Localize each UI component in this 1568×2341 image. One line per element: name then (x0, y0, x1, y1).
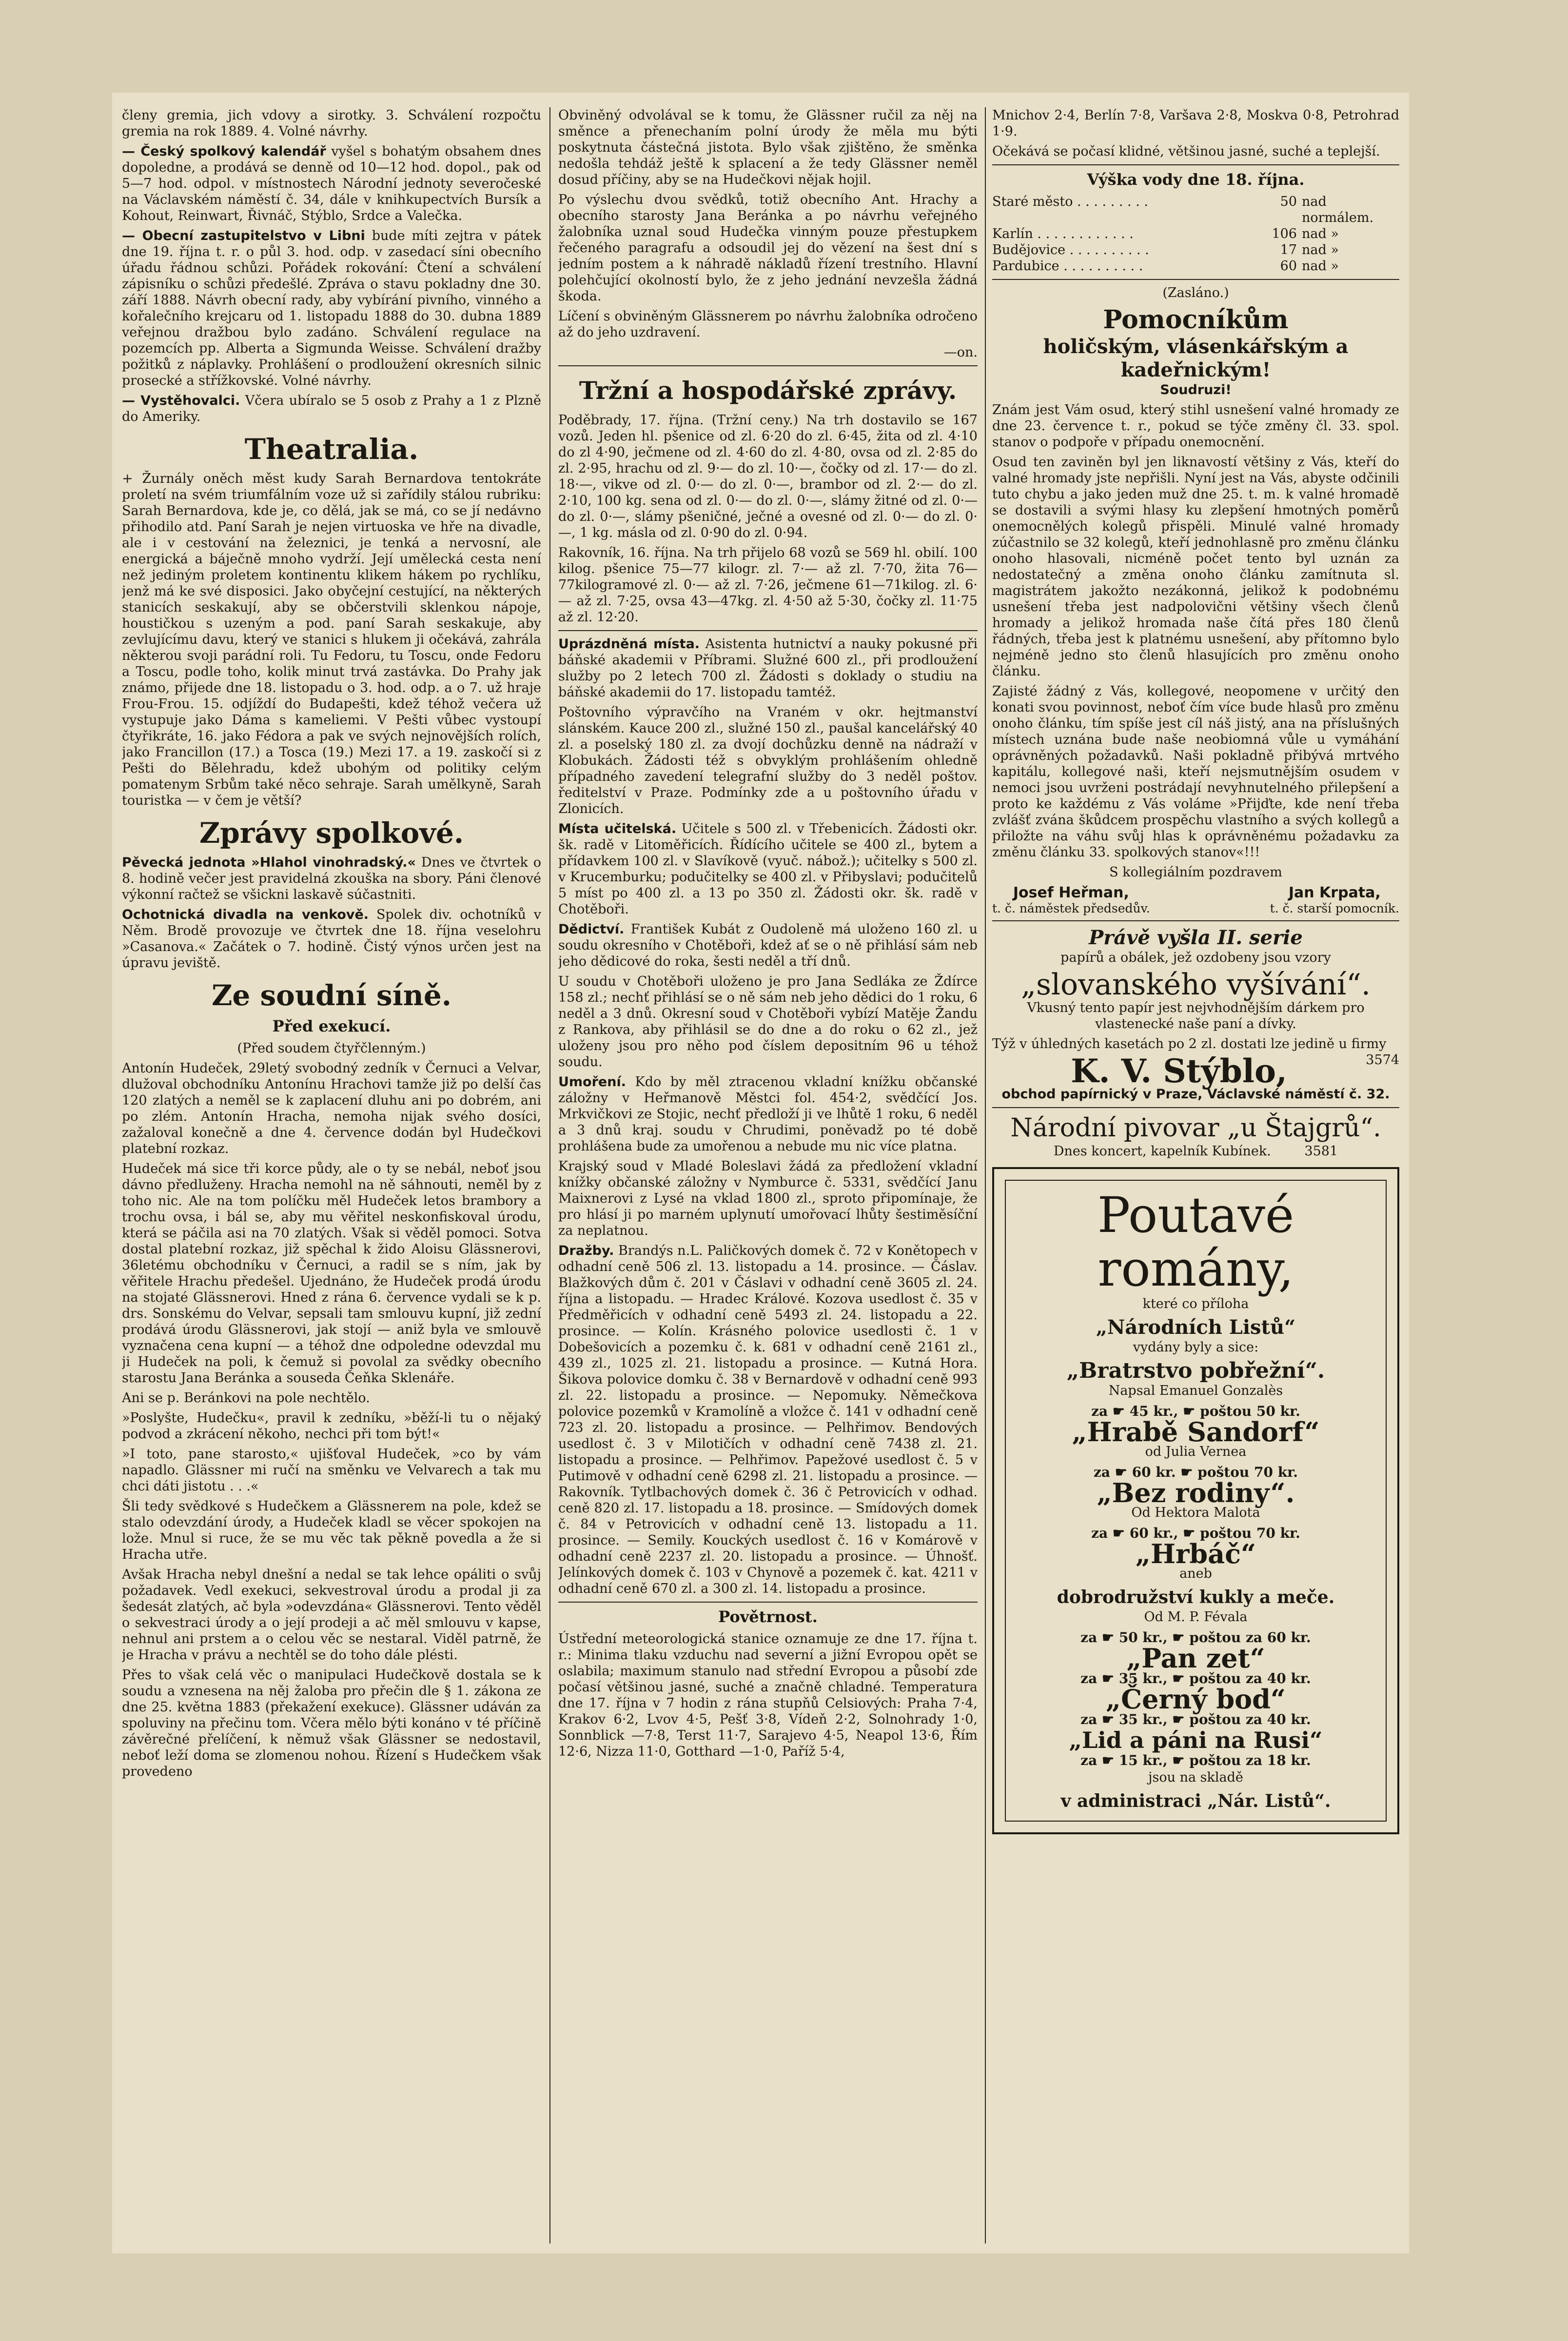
novel-title: dobrodružství kukly a meče. (1057, 1587, 1335, 1607)
novel-author: Od Hektora Malota (1131, 1505, 1260, 1520)
novel-price: za ☛ 60 kr. ☛ poštou 70 kr. (1093, 1464, 1298, 1480)
author-signature: —on. (943, 345, 978, 360)
text-paragraph: Poštovního výpravčího na Vraném v okr. hejtmanství slánském. Kauce 200 zl., služné 150 zl., paušal kancelářský 40 zl. a poselský 180 zl. za dvojí dochůzku denně na nádraží v Klobukách. Žádosti též s obvyklým prohlášením ohledně případného zavedení telegrafní služby do 3 neděl poštov. ředitelství v Praze. Podmínky zde a u poštovního úřadu v Zlonicích. (558, 705, 978, 816)
text-paragraph: Ústřední meteorologická stanice oznamuje ze dne 17. října t. r.: Minima tlaku vzduchu nad severní a jižní Evropou opět se oslabila; maximum stanulo nad střední Evropou a působí zde počasí většinou jasné, suché a značně chladné. Temperatura dne 17. října v 7 hodin z rána stupňů Celsiových: Praha 7·4, Krakov 6·2, Lvov 4·5, Pešť 3·8, Vídeň 2·2, Solnohrady 1·0, Sonnblick —7·8, Terst 11·7, Sarajevo 4·5, Neapol 13·6, Řím 12·6, Nizza 11·0, Gotthard —1·0, Paříž 5·4, (558, 1631, 978, 1759)
newspaper-page (112, 93, 1409, 2253)
text-paragraph: »I toto, pane starosto,« ujišťoval Hudeček, »co by vám napadlo. Glässner mi ručí na směnku ve Velvarech a tak mu chci dáti jistotu . . .« (122, 1447, 541, 1494)
text-paragraph: Zajisté žádný z Vás, kollegové, neopomene v určitý den konati svou povinnost, neboť čím více bude hlasů pro změnu onoho článku, tím spíše jest cíl náš jistý, ana na příslušných místech uznána bude naše neobiomná vůle u vymáhání oprávněných požadavků. Naši pokladně přibývá mrtvého kapitálu, kollegové naši, kteří nejsmutnějším osudem v nemoci jsou uvrženi postrádají nevyhnutelného přilepšení a proto ke každému z Vás voláme »Přijďte, kde není třeba zvlášť zvána škůdcem prospěchu vlastního a svých kollegů a přiložte na váhu svůj hlas k oprávněnému požadavku za změnu článku 33. spolkových stanov«!!! (992, 684, 1399, 860)
ad-text: vydány byly a sice: (1133, 1340, 1259, 1355)
column-rule (985, 107, 986, 2243)
hand-icon: ☛ (1183, 1525, 1196, 1541)
item-heading: Pěvecká jednota »Hlahol vinohradský.« (122, 855, 416, 870)
signature-name: Josef Heřman, (1013, 884, 1129, 901)
hand-icon: ☛ (1112, 1525, 1125, 1541)
item-text: Včera ubíralo se 5 osob z Prahy a 1 z Plzně do Ameriky. (122, 393, 541, 424)
text-paragraph: členy gremia, jich vdovy a sirotky. 3. Schválení rozpočtu gremia na rok 1889. 4. Volné návrhy. (122, 108, 541, 139)
text-paragraph: Líčení s obviněným Glässnerem po návrhu žalobníka odročeno až do jeho uzdravení. (558, 309, 978, 340)
text-paragraph: Hudeček má sice tři korce půdy, ale o ty se nebál, neboť jsou dávno předluženy. Hracha nemohl na ně sáhnouti, neměl by z toho nic. Ale na tom políčku měl Hudeček letos brambory a trochu ovsa, i bál se, aby mu věřitel neskonfiskoval úrodu, která se páčila asi na 70 zlatých. Však si věděl pomoci. Sotva dostal platební rozkaz, již spěchal k žido Aloisu Glässnerovi, 36letému obchodníku v Černuci, a radil se s ním, jak by věřitele Hrachu předešel. Ujednáno, že Hudeček prodá úrodu na stojaté Glässnerovi. Hned z rána 6. července vydali se k p. drs. Sonskému do Velvar, sepsali tam smlouvu kupní, již zední prodává úrodu Glässnerovi, jak stojí — aniž byla ve smlouvě vyznačena cena kupní — a téhož dne odpoledne odevzdal mu ji Hudeček na poli, k čemuž si povolal za svědky obecního starostu Jana Beránka a souseda Čeňka Sklenáře. (122, 1161, 541, 1386)
hand-icon: ☛ (1172, 1670, 1185, 1686)
item-text: Dnes ve čtvrtek o 8. hodině večer jest pravidelná zkouška na sbory. Páni členové výkonní račtež se všickni laskavě súčastniti. (122, 855, 541, 902)
item-text: Spolek div. ochotníků v Něm. Brodě provozuje ve čtvrtek dne 18. října veselohru »Casanova.« Začátek o 7. hodině. Čistý výnos určen jest na úpravu jeviště. (122, 907, 541, 971)
ad-text: jsou na skladě (1148, 1770, 1243, 1785)
text-paragraph: Mnichov 2·4, Berlín 7·8, Varšava 2·8, Moskva 0·8, Petrohrad 1·9. (992, 108, 1399, 139)
news-item (558, 821, 978, 917)
text-paragraph: Přes to však celá věc o manipulaci Hudečkově dostala se k soudu a vznesena na něj žaloba pro přečin dle § 1. zákona ze dne 25. května 1883 (překažení exekuce). Glässner udáván za spoluviny na přečinu tom. Včera mělo býti konáno v té příčině závěrečné přelíčení, k němuž však Glässner se nedostavil, neboť leží doma se zlomenou nohou. Řízení s Hudečkem však provedeno (122, 1667, 541, 1779)
item-heading: — Vystěhovalci. (122, 393, 240, 408)
item-text: bude míti zejtra v pátek dne 19. října t. r. o půl 3. hod. odp. v zasedací síni obecního úřadu řádnou schůzi. Pořádek rokování: Čtení a schválení zápisníku o schůzi předešlé. Zpráva o stavu pokladny dne 30. září 1888. Návrh obecní rady, aby vybírání pivního, vinného a kořalečního krejcaru od 1. listopadu 1888 do 30. dubna 1889 veřejnou dražbou bylo zadáno. Schválení regulace na pozemcích pp. Alberta a Sigmunda Weisse. Schválení dražby požitků z náplavky. Prohlášení o prodloužení okresních silnic prosecké a střížkovské. Volné návrhy. (122, 228, 541, 388)
ad-firm: K. V. Stýblo, (1071, 1052, 1287, 1090)
news-item (122, 228, 541, 389)
column-left (122, 107, 541, 2248)
divider (558, 1602, 978, 1603)
table-row: Budějovice . . . . . . . . . . 17 nad » (992, 242, 1339, 258)
news-item (558, 921, 978, 970)
zaslano-label: (Zasláno.) (1162, 285, 1229, 300)
text-paragraph: Krajský soud v Mladé Boleslavi žádá za předložení vkladní knížky občanské záložny v Nymburce č. 5331, svědčící Janu Maixnerovi z Lysé na vklad 1800 zl., sproto připomínaje, že pro hlásí ji po marném uplynutí umořovací lhůty šestiměsíční za neplatnou. (558, 1159, 978, 1238)
novel-title: „Lid a páni na Rusi“ (1069, 1727, 1323, 1753)
item-heading: Dědictví. (558, 922, 625, 937)
text-paragraph: Po výslechu dvou svědků, totiž obecního Ant. Hrachy a obecního starosty Jana Beránka a po návrhu veřejného žalobníka uznal soud Hudečka vinným pouze přestupkem řečeného paragrafu a odsoudil jej do vězení na šest dní s jedním postem a k náhradě nákladů řízení trestního. Hlavní polehčující okolností bylo, že z jeho jednání nevzešla žádná škoda. (558, 192, 978, 304)
text-paragraph: Poděbrady, 17. října. (Tržní ceny.) Na trh dostavilo se 167 vozů. Jeden hl. pšenice od zl. 6·20 do zl. 6·45, žita od zl. 4·10 do zl 4·90, ječmene od zl. 4·60 do zl. 4·80, ovsa od zl. 2·85 do zl. 2·95, hrachu od zl. 9·— do zl. 10·—, čočky od zl. 17·— do zl. 18·—, vikve od zl. 0·— do zl. 0·—, brambor od zl. 2·— do zl. 2·10, 100 kg. sena od zl. 0·— do zl. 0·—, slámy žitné od zl. 0·— do zl. 0·—, slámy pšeničné, ječné a ovesné od zl. 0·— do zl. 0·—, 1 kg. másla od zl. 0·90 do zl. 0·94. (558, 413, 978, 540)
table-row: Pardubice . . . . . . . . . . 60 nad » (992, 258, 1339, 274)
item-text: František Kubát z Oudoleně má uloženo 160 zl. u soudu okresního v Chotěboři, kdež ať se o ně přihlásí sám neb jeho dědicové do roka, šesti neděl a tří dnů. (558, 922, 978, 969)
section-title: Theatralia. (244, 433, 419, 466)
column-middle (558, 107, 978, 2248)
novel-author: aneb (1179, 1566, 1212, 1581)
section-title: Zprávy spolkové. (199, 816, 464, 850)
divider (558, 630, 978, 631)
news-item (122, 393, 541, 425)
item-text: Asistenta hutnictví a nauky pokusné při báňské akademii v Příbrami. Služné 600 zl., při prodloužení služby po 2 letech 700 zl. Žádosti s doklady o studiu na báňské akademii do 17. listopadu tamtéž. (558, 636, 978, 700)
text-paragraph: + Žurnály oněch měst kudy Sarah Bernardova tentokráte proletí na svém triumfálním voze už si zařídily stálou rubriku: Sarah Bernardova, kde je, co dělá, jak se má, co se jí nedávno přihodilo atd. Paní Sarah je nejen virtuoska ve hře na divadle, ale i v cestování na železnici, je tenká a nervosní, ale energická a báječně mnoho vydrží. Její umělecká cesta není než jediným proletem kontinentu klikem hákem po rychlíku, jenž má ke své disposici. Jako obyčejní cestující, na některých stanicích seskakují, aby se občerstvili sklenkou nápoje, houstičkou s uzeným a pod. paní Sarah seskakuje, aby zevlujícímu davu, který ve stanici s hlukem ji očekává, zahrála některou svoji parádní roli. Tu Fedoru, tu Toscu, onde Fedoru a Toscu, podle toho, kolik minut trvá zastávka. Do Prahy jak známo, přijede dne 18. listopadu o 3. hod. odp. a o 7. už hraje Frou-Frou. 15. odjíždí do Budapešti, kdež téhož večera už vystupuje jako Dáma s kameliemi. V Pešti vůbec vystoupí čtyřikráte, 16. jako Fédora a pak ve svých nejnovějších rolích, jako Francillon (17.) a Tosca (19.) Mezi 17. a 19. zaskočí si z Pešti do Bělehradu, kdež ubohým od politiky celým pomatenym Srbům také něco sehraje. Sarah umělkyně, Sarah touristka — v čem je větší? (122, 471, 541, 808)
novel-author: Od M. P. Févala (1144, 1609, 1248, 1625)
advertisement-novels (992, 1167, 1399, 1834)
ad-footer: v administraci „Nár. Listů“. (1060, 1791, 1331, 1811)
novel-title: „Bratrstvo pobřežní“. (1066, 1358, 1325, 1383)
novel-price: za ☛ 50 kr., ☛ poštou za 60 kr. (1080, 1629, 1311, 1646)
item-heading: Místa učitelská. (558, 821, 677, 836)
hand-icon: ☛ (1101, 1711, 1115, 1727)
item-text: Brandýs n.L. Paličkových domek č. 72 v Konětopech v odhadní ceně 506 zl. 13. listopadu a 14. prosince. — Čáslav. Blažkových dům č. 201 v Čáslavi v odhadní ceně 3605 zl. 24. října a listopadu. — Hradec Králové. Kozova usedlost č. 35 v Předměřicích v odhadní ceně 5493 zl. 24. listopadu a 22. prosince. — Kolín. Krásného polovice usedlosti č. 1 v Dobešovicích a pozemku č. k. 681 v odhadní ceně 2161 zl., 439 zl., 1025 zl. 21. listopadu a prosince. — Kutná Hora. Šikova polovice domku č. 38 v Bernardově v odhadní ceně 993 zl. 22. listopadu a prosince. — Nepomuky. Němečkova polovice pozemků v Kramolíně a vložce č. 141 v odhadní ceně 723 zl. 20. listopadu a prosince. — Pelhřimov. Bendových usedlost č. 3 v Milotičích v odhadní ceně 7438 zl. 21. listopadu a prosince. — Pelhřimov. Papežové usedlost č. 5 v Putimově v odhadní ceně 6298 zl. 21. listopadu a prosince. — Rakovník. Tytlbachových domek č. 36 č Petrovicích v odhad. ceně 820 zl. 17. listopadu a 18. prosince. — Smídových domek č. 84 v Petrovicích v odhadní ceně 13. listopadu a 11. prosince. — Semily. Kouckých usedlost č. 16 v Komárově v odhadní ceně 2237 zl. 20. listopadu a prosince. — Úhnošť. Jelínkových domek č. 103 v Chynově a pozemek č. kat. 4211 v odhadní ceně 670 zl. a 300 zl. 14. listopadu a prosince. (558, 1243, 978, 1596)
divider (992, 1107, 1399, 1108)
novel-price: za ☛ 35 kr., ☛ poštou za 40 kr. (1080, 1711, 1311, 1727)
signature-role: t. č. náměstek předsedův. (992, 901, 1150, 915)
column-right (992, 107, 1399, 2248)
news-item (558, 1243, 978, 1597)
novel-author: Napsal Emanuel Gonzalès (1108, 1383, 1283, 1398)
text-paragraph: Očekává se počasí klidné, většinou jasné, suché a teplejší. (992, 144, 1380, 159)
novel-title: „Bez rodiny“. (1097, 1477, 1295, 1508)
ad-headline: Národní pivovar „u Štajgrů“. (1010, 1113, 1381, 1143)
signature-role: t. č. starší pomocník. (1270, 901, 1399, 915)
text-paragraph: Osud ten zaviněn byl jen liknavostí většiny z Vás, kteří do valné hromady jste nepřišli. Nyní jest na Vás, abyste odčinili tuto chybu a jako jeden muž dne 25. t. m. k valné hromadě se dostavili a svými hlasy ku zlepšení hmotných poměrů onemocnělých kolegů přispěli. Minulé valné hromady zúčastnilo se 32 kolegů, kteří jednohlasně pro změnu článku onoho hlasovali, nicméně počet tento byl uznán za nedostatečný a změna onoho článku zamítnuta sl. magistrátem jakožto nezákonná, jelikož k podobnému usnešení třeba jest nadpolovični většiny všech členů hromady a jelikož hromada naše čítá přes 180 členů řádných, třeba jest k platnému usnešení, aby přítomno bylo nejméně jedno sto členů hlasujících pro změnu onoho článku. (992, 455, 1399, 679)
item-heading: Dražby. (558, 1243, 614, 1258)
ad-publication: „Národních Listů“ (1096, 1316, 1296, 1339)
ad-text: papírů a obálek, jež ozdobeny jsou vzory (1060, 950, 1331, 965)
ad-text: Týž v úhledných kasetách po 2 zl. dostati lze jedině u firmy 3574 (992, 1036, 1399, 1068)
ad-address: obchod papírnický v Praze, Václavské náměstí č. 32. (1001, 1087, 1390, 1102)
ad-number: 3581 (1304, 1144, 1338, 1159)
divider (558, 365, 978, 366)
item-heading: — Obecní zastupitelstvo v Libni (122, 228, 365, 243)
text-paragraph: Šli tedy svědkové s Hudečkem a Glässnerem na pole, kdež se stalo odevzdání úrody, a Hudeček kladl se věcer spokojen na lože. Mnul si ruce, že se mu věc tak pěkně povedla a že si Hracha utře. (122, 1499, 541, 1562)
ad-number: 3574 (1366, 1052, 1399, 1068)
item-text: Kdo by měl ztracenou vkladní knížku občanské záložny v Heřmanově Městci fol. 454·2, svědčící Jos. Mrkvičkovi ze Stojic, nechť předloží ji ve lhůtě 1 roku, 6 neděl a 3 dnů kraj. soudu v Chrudimi, poněvadž po té době prohlášena bude za umořenou a nebude mu nic více platna. (558, 1074, 978, 1154)
item-heading: — Český spolkový kalendář (122, 144, 326, 159)
subsection-note: (Před soudem čtyřčlenným.) (237, 1041, 426, 1056)
ad-text: Vkusný tento papír jest nejvhodnějším dárkem pro vlastenecké naše paní a dívky. (1027, 1000, 1365, 1032)
hand-icon: ☛ (1101, 1670, 1115, 1686)
hand-icon: ☛ (1172, 1629, 1185, 1646)
text-paragraph: Antonín Hudeček, 29letý svobodný zedník v Černuci a Velvar, dlužoval obchodníku Antonínu Hrachovi tamže již po delší čas 120 zlatých a neměl se k zaplacení dluhu ani po dobrém, ani po zlém. Antonín Hracha, nemoha nijak svého dosíci, zažaloval konečně a dne 4. července dodán byl Hudečkovi platební rozkaz. (122, 1061, 541, 1156)
hand-icon: ☛ (1115, 1464, 1127, 1480)
text-paragraph: Avšak Hracha nebyl dnešní a nedal se tak lehce opáliti o svůj požadavek. Vedl exekuci, sekvestroval úrodu a prodal ji za šedesát zlatých, ač byla »odevzdána« Glässnerovi. Tento věděl o sekvestraci úrody a o její prodeji a ač měl smlouvu v kapse, nehnul ani prstem a o celou věc se nestaral. Viděl patrně, že je Hracha v právu a nechtěl se do toho dále plésti. (122, 1567, 541, 1663)
subsection-title: Povětrnost. (718, 1607, 818, 1626)
news-item (558, 636, 978, 700)
novel-price: za ☛ 35 kr., ☛ poštou za 40 kr. (1080, 1670, 1311, 1686)
text-paragraph: Rakovník, 16. října. Na trh přijelo 68 vozů se 569 hl. obilí. 100 kilog. pšenice 75—77 kilogr. zl. 7·— až zl. 7·70, žita 76—77kilogramové zl. 0·— až zl. 7·26, ječmene 61—71kilog. zl. 6·— až zl. 7·25, ovsa 43—47kg. zl. 4·50 až 5·30, čočky zl. 11·75 až zl. 12·20. (558, 545, 978, 625)
news-item (558, 1074, 978, 1154)
section-title: Ze soudní síně. (212, 979, 451, 1012)
water-level-title: Výška vody dne 18. října. (1087, 170, 1305, 189)
text-paragraph: U soudu v Chotěboři uloženo je pro Jana Sedláka ze Ždírce 158 zl.; nechť přihlásí se o ně sám neb jeho dědici do 1 roku, 6 neděl a 3 dnů. Okresní soud v Chotěboři vybízí Matěje Žandu z Rankova, aby přihlásil se do dne a do roku o 62 zl., jež uloženy jsou pro něho pod číslem depositním 96 u téhož soudu. (558, 974, 978, 1070)
ad-text: které co příloha (1142, 1296, 1249, 1311)
novel-title: „Pan zet“ (1126, 1643, 1265, 1674)
signature-name: Jan Krpata, (1288, 884, 1381, 901)
hand-icon: ☛ (1172, 1711, 1185, 1727)
novel-price: za ☛ 15 kr., ☛ poštou za 18 kr. (1080, 1752, 1311, 1768)
advertisement-styblo (992, 926, 1399, 1102)
column-rule (549, 107, 550, 2243)
subsection-title: Před exekucí. (272, 1017, 391, 1035)
item-text: Učitele s 500 zl. v Třebenicích. Žádosti okr. šk. radě v Litoměřicích. Řídícího učitele se 400 zl., bytem a přídavkem 100 zl. v Slavíkově (vyuč. nábož.); učitelky s 500 zl. v Krucemburku; podučitelky se 400 zl. v Přibyslavi; podučitelů 5 míst po 400 zl. a 13 po 350 zl. Žádosti okr. šk. radě v Chotěboři. (558, 821, 978, 917)
news-item (122, 143, 541, 224)
water-level-table (992, 194, 1399, 274)
table-row: Staré město . . . . . . . . . 50 nad normálem. (992, 194, 1374, 225)
item-text: vyšel s bohatým obsahem dnes dopoledne, a prodává se denně od 10—12 hod. dopol., pak od 5—7 hod. odpol. v místnostech Národní jednoty severočeské na Václavském náměstí č. 34, dále v knihkupectvích Bursík a Kohout, Reinwart, Řivnáč, Stýblo, Srdce a Valečka. (122, 144, 541, 223)
notice-greeting: Soudruzi! (1160, 382, 1232, 397)
hand-icon: ☛ (1180, 1464, 1193, 1480)
novel-title: „Hrabě Sandorf“ (1072, 1416, 1320, 1448)
divider (992, 920, 1399, 921)
text-paragraph: »Poslyšte, Hudečku«, pravil k zedníku, »běží-li tu o nějaký podvod a zkrácení někoho, nechci při tom být!« (122, 1410, 541, 1442)
item-heading: Ochotnická divadla na venkově. (122, 907, 369, 922)
novel-author: od Julia Vernea (1145, 1444, 1247, 1459)
hand-icon: ☛ (1112, 1403, 1125, 1419)
news-item (122, 854, 541, 903)
item-heading: Uprázdněná místa. (558, 636, 700, 652)
text-paragraph: Obviněný odvolával se k tomu, že Glässner ručil za něj na směnce a přenechaním polní úrody že měla mu býti poskytnuta částečná jistota. Bylo však zjištěno, že směnka nedošla tehdáž ještě k splacení a že tedy Glässner neměl dosud příčiny, aby se na Hudečkovi nějak hojil. (558, 108, 978, 187)
novel-title: „Hrbáč“ (1135, 1538, 1256, 1569)
section-title: Tržní a hospodářské zprávy. (579, 376, 957, 405)
text-paragraph: Ani se p. Beránkovi na pole nechtělo. (122, 1390, 370, 1406)
table-row: Karlín . . . . . . . . . . . . 106 nad » (992, 226, 1339, 241)
ad-product: „slovanského vyšívání“. (1020, 968, 1371, 1002)
novel-price: za ☛ 45 kr., ☛ poštou 50 kr. (1091, 1403, 1300, 1419)
notice-title: Pomocníkům (1103, 305, 1289, 335)
divider (992, 279, 1399, 280)
novel-price: za ☛ 60 kr., ☛ poštou 70 kr. (1091, 1525, 1300, 1541)
ad-text: Dnes koncert, kapelník Kubínek. 3581 (1053, 1144, 1338, 1159)
hand-icon: ☛ (1101, 1629, 1115, 1646)
text-paragraph: Znám jest Vám osud, který stihl usnešení valné hromady ze dne 23. července t. r., pokud se týče změny čl. 33. spol. stanov o podpoře v případu onemocnění. (992, 402, 1399, 450)
closing-greeting: S kollegiálním pozdravem (1109, 865, 1282, 880)
divider (992, 164, 1399, 165)
hand-icon: ☛ (1101, 1752, 1115, 1768)
hand-icon: ☛ (1172, 1752, 1185, 1768)
hand-icon: ☛ (1183, 1403, 1196, 1419)
ad-headline: Právě vyšla II. serie (1089, 926, 1303, 949)
notice-subtitle: holičským, vlásenkářským a kadeřnickým! (1043, 335, 1349, 381)
ad-headline: Poutavé romány, (1097, 1187, 1294, 1297)
signatures (992, 884, 1399, 915)
item-heading: Umoření. (558, 1074, 626, 1090)
novel-title: „Černý bod“ (1106, 1684, 1286, 1715)
news-item (122, 907, 541, 971)
advertisement-pivovar (992, 1113, 1399, 1159)
